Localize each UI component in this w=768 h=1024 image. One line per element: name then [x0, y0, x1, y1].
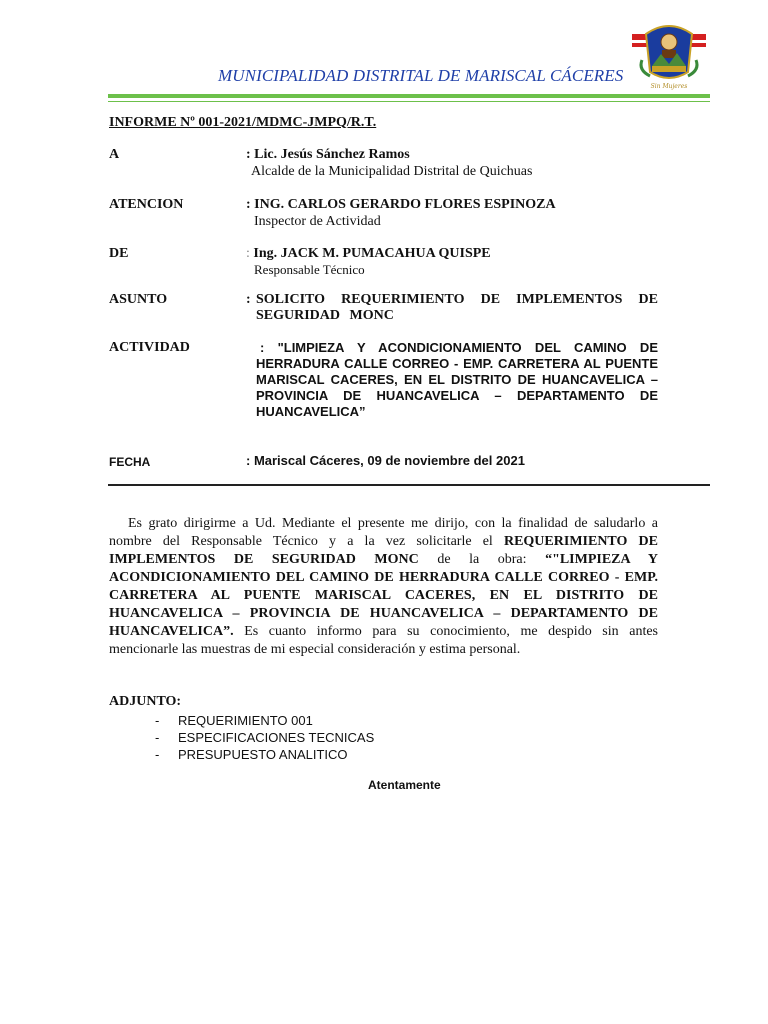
field-label-asunto: ASUNTO: [109, 292, 168, 307]
field-value-fecha: : Mariscal Cáceres, 09 de noviembre del 2021: [246, 453, 525, 468]
attachment-especificaciones: ESPECIFICACIONES TECNICAS: [178, 730, 375, 745]
list-dash: -: [155, 747, 160, 762]
list-item: [155, 712, 374, 729]
field-value-de-role: Responsable Técnico: [254, 262, 365, 277]
body-text-3: Es cuanto informo para su conocimiento, me despido sin antes mencionarle las muestras de mi especial consideración y estima personal.: [109, 624, 658, 657]
field-label-actividad: ACTIVIDAD: [109, 340, 190, 355]
field-value-asunto: SOLICITO REQUERIMIENTO DE IMPLEMENTOS DE SEGURIDAD MONC: [256, 292, 658, 323]
field-value-a-name: : Lic. Jesús Sánchez Ramos: [246, 147, 410, 162]
field-label-fecha: FECHA: [109, 455, 151, 469]
de-colon: :: [246, 246, 250, 261]
list-item: [155, 729, 374, 746]
list-dash: -: [155, 730, 160, 745]
municipality-title: MUNICIPALIDAD DISTRITAL DE MARISCAL CÁCERES: [218, 66, 624, 85]
body-text-1: Es grato dirigirme a Ud. Mediante el presente me dirijo, con la finalidad de saludarlo a nombre del Responsable Técnico y a la vez solicitarle el: [109, 516, 658, 549]
closing-text: Atentamente: [368, 778, 441, 792]
field-label-de: DE: [109, 246, 129, 261]
asunto-colon: :: [246, 292, 251, 307]
attachment-list: [155, 712, 374, 763]
body-text-2: de la obra:: [418, 552, 546, 567]
header-divider: [108, 94, 710, 98]
informe-reference: INFORME Nº 001-2021/MDMC-JMPQ/R.T.: [109, 115, 377, 130]
field-value-de: [246, 246, 491, 262]
attachment-presupuesto: PRESUPUESTO ANALITICO: [178, 747, 348, 762]
adjunto-label: ADJUNTO:: [109, 694, 182, 709]
field-value-atencion-name: : ING. CARLOS GERARDO FLORES ESPINOZA: [246, 197, 556, 212]
field-value-actividad: : "LIMPIEZA Y ACONDICIONAMIENTO DEL CAMINO DE HERRADURA CALLE CORREO - EMP. CARRETERA AL PUENTE MARISCAL CACERES, EN EL DISTRITO DE HUANCAVELICA – PROVINCIA DE HUANCAVELICA – DEPARTAMENTO DE HUANCAVELICA”: [256, 340, 658, 419]
field-value-de-name: Ing. JACK M. PUMACAHUA QUISPE: [249, 246, 491, 261]
field-label-atencion: ATENCION: [109, 197, 184, 212]
section-divider: [108, 484, 710, 486]
field-label-a: A: [109, 147, 120, 162]
list-dash: -: [155, 713, 160, 728]
body-text-project: “"LIMPIEZA Y ACONDICIONAMIENTO DEL CAMINO DE HERRADURA CALLE CORREO - EMP. CARRETERA AL PUENTE MARISCAL CACERES, EN EL DISTRITO DE HUANCAVELICA – PROVINCIA DE HUANCAVELICA – DEPARTAMENTO DE HUANCAVELICA”.: [109, 552, 658, 639]
field-value-atencion-role: Inspector de Actividad: [254, 214, 381, 229]
body-text-request: REQUERIMIENTO DE IMPLEMENTOS DE SEGURIDAD MONC: [109, 534, 658, 567]
body-paragraph: [109, 515, 658, 659]
attachment-requerimiento: REQUERIMIENTO 001: [178, 713, 313, 728]
field-value-a-role: Alcalde de la Municipalidad Distrital de Quichuas: [251, 164, 533, 179]
municipal-crest-icon: [628, 20, 710, 92]
crest-script-text: Sin Mujeres: [650, 83, 688, 90]
list-item: [155, 746, 374, 763]
